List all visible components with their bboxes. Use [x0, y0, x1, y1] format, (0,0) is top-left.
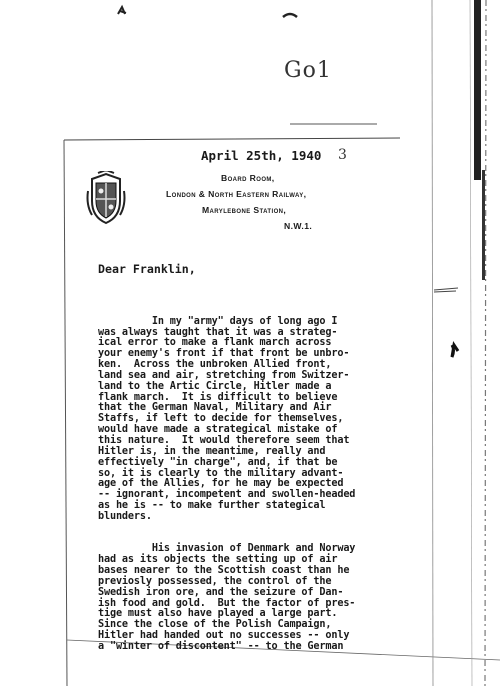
sheet-left-edge	[64, 140, 67, 686]
right-edge-line	[432, 0, 433, 686]
registration-mark	[118, 7, 126, 14]
handwritten-note: Go1	[284, 58, 332, 83]
letter-body	[98, 295, 428, 664]
right-edge-line	[485, 0, 486, 686]
salutation: Dear Franklin,	[98, 262, 196, 276]
edge-scratch	[434, 288, 458, 292]
letterhead-line: N.W.1.	[284, 221, 313, 231]
railway-crest-icon	[84, 171, 128, 227]
dark-margin-band	[474, 0, 481, 180]
paragraph: In my "army" days of long ago I was always taught that it was a strateg- ical error to make a flank march across your enemy's front if that front be unbro- ken. Across the unbroken Allied front, land sea and air, stretching from Switzer- land to the Artic Circle, Hitler made a flank march. It is difficult to believe that the German Naval, Military and Air Staffs, if left to decide for themselves, would have made a strategical mistake of this nature. It would therefore seem that Hitler is, in the meantime, really and effectively "in charge", and, if that be so, it is clearly to the military advant- age of the Allies, for he may be expected -- ignorant, incompetent and swollen-headed as he is -- to make further stategical blunders.	[98, 315, 356, 522]
dark-margin-band	[482, 170, 485, 280]
registration-mark	[283, 14, 297, 17]
edge-mark	[452, 345, 458, 357]
paragraph: His invasion of Denmark and Norway had as its objects the setting up of air bases nearer to the Scottish coast than he previosly possessed, the control of the Swedish iron ore, and the seizure of Dan- ish food and gold. But the factor of pres- tige must also have played a large part. Since the close of the Polish Campaign, Hitler had handed out no successes -- only a "winter of discontent" -- to the German	[98, 543, 356, 652]
letter-date: April 25th, 1940	[201, 148, 322, 163]
letterhead-line: Marylebone Station,	[202, 205, 287, 215]
letterhead-line: Board Room,	[221, 173, 275, 183]
letterhead	[166, 170, 356, 234]
letterhead-line: London & North Eastern Railway,	[166, 189, 307, 199]
right-edge-line	[470, 0, 472, 686]
page-number: 3	[338, 147, 347, 163]
sheet-top-edge	[64, 138, 400, 140]
